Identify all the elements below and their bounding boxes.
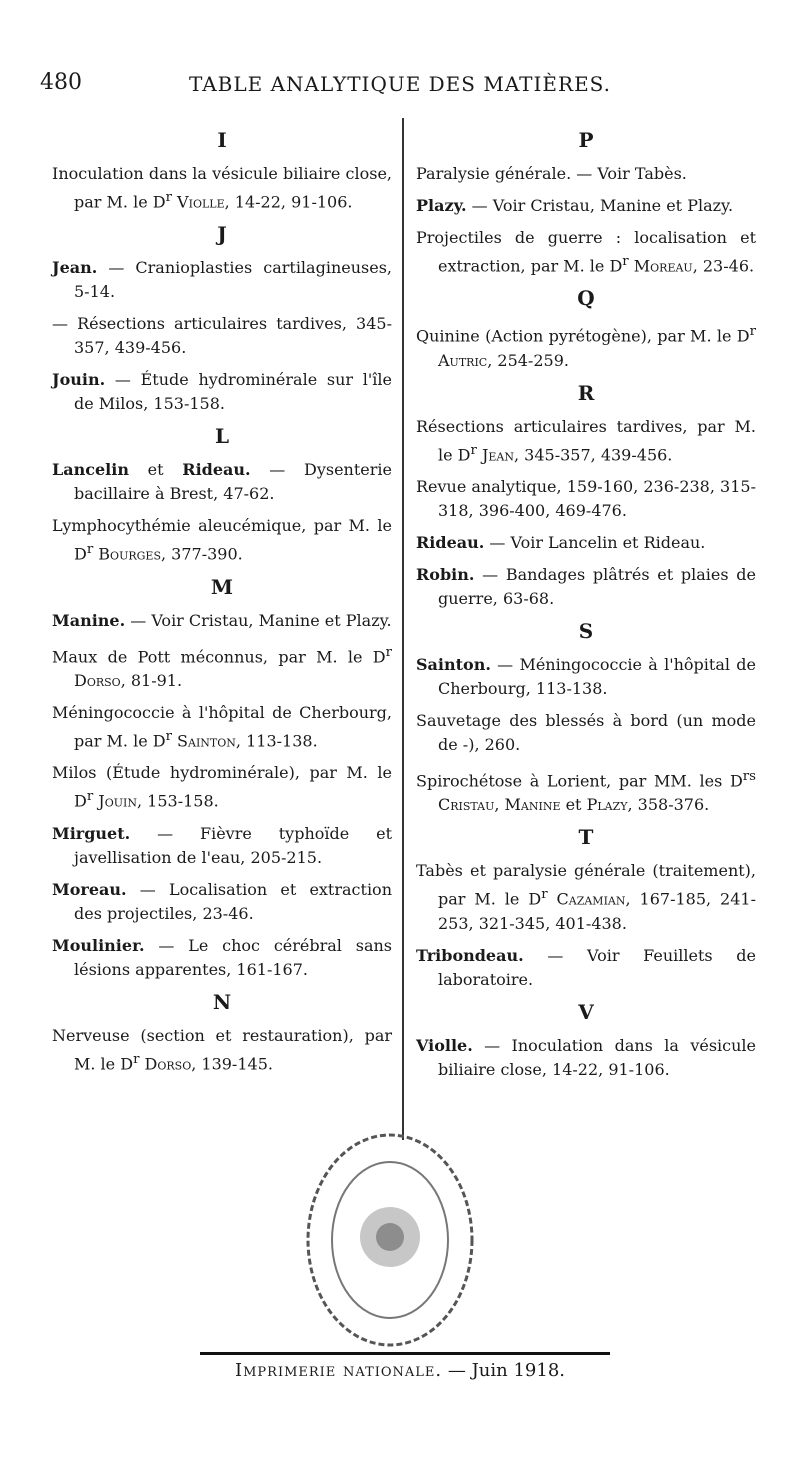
index-entry bbox=[416, 226, 756, 278]
entry-author: Dorso bbox=[144, 1053, 192, 1073]
entry-author: Cazamian bbox=[556, 889, 626, 909]
index-entry bbox=[52, 822, 392, 870]
entry-text: Quinine (Action pyrétogène), par M. le D bbox=[416, 326, 750, 346]
index-entry bbox=[52, 162, 392, 214]
entry-text: — Localisation et extraction des projectiles, 23-46. bbox=[74, 879, 392, 923]
entry-pages: , 358-376. bbox=[627, 795, 710, 815]
index-entry bbox=[416, 709, 756, 757]
entry-text: Résections articulaires tardives, par M. le D bbox=[416, 416, 756, 464]
entry-text: — Résections articulaires tardives, 345-357, 439-456. bbox=[52, 314, 392, 358]
entry-author: Plazy bbox=[586, 795, 628, 815]
entry-text: Projectiles de guerre : localisation et extraction, par M. le D bbox=[416, 228, 756, 276]
entry-author: Jean bbox=[481, 444, 514, 464]
entry-name: Tribondeau. bbox=[416, 945, 524, 965]
index-entry bbox=[416, 162, 756, 186]
section-letter: R bbox=[577, 380, 595, 405]
index-column-left bbox=[52, 128, 392, 1084]
entry-sup: r bbox=[86, 789, 94, 805]
index-entry bbox=[52, 609, 392, 633]
entry-text: Méningococcie à l'hôpital de Cherbourg, par M. le D bbox=[52, 702, 392, 751]
section-letter: L bbox=[214, 424, 230, 449]
printer-imprint bbox=[0, 1360, 800, 1381]
entry-author: Cristau bbox=[438, 795, 495, 815]
index-entry bbox=[416, 415, 756, 467]
entry-text: — Voir Lancelin et Rideau. bbox=[484, 532, 706, 552]
section-R bbox=[416, 381, 756, 611]
entry-text: Milos (Étude hydrominérale), par M. le D bbox=[52, 763, 392, 811]
entry-author: Bourges bbox=[98, 544, 161, 564]
entry-name: Manine. bbox=[52, 610, 126, 630]
entry-author: Autric bbox=[438, 350, 488, 370]
index-entry bbox=[52, 368, 392, 416]
entry-text: — Méningococcie à l'hôpital de Cherbourg, 113-138. bbox=[438, 654, 756, 698]
index-entry bbox=[416, 653, 756, 701]
entry-author: Dorso bbox=[74, 670, 121, 690]
entry-name: Rideau. bbox=[182, 460, 251, 480]
section-letter: V bbox=[578, 999, 594, 1024]
entry-text: — Voir Cristau, Manine et Plazy. bbox=[125, 610, 392, 630]
index-entry bbox=[416, 859, 756, 935]
entry-text: — Inoculation dans la vésicule biliaire close, 14-22, 91-106. bbox=[438, 1035, 756, 1079]
index-entry bbox=[416, 765, 756, 817]
entry-name: Moreau. bbox=[52, 879, 127, 899]
entry-text: — Voir Cristau, Manine et Plazy. bbox=[466, 196, 734, 215]
section-V bbox=[416, 1000, 756, 1082]
section-N bbox=[52, 990, 392, 1076]
entry-sup: r bbox=[385, 644, 392, 660]
index-entry bbox=[416, 1034, 756, 1082]
section-letter: J bbox=[217, 222, 227, 247]
section-letter: N bbox=[212, 989, 232, 1014]
section-letter: S bbox=[578, 618, 594, 643]
footer-rule bbox=[200, 1352, 610, 1355]
entry-author: Manine bbox=[504, 795, 561, 815]
entry-text: — Étude hydrominérale sur l'île de Milos, 153-158. bbox=[74, 370, 392, 414]
index-entry bbox=[52, 701, 392, 753]
entry-author: Jouin bbox=[98, 791, 137, 811]
entry-text: Tabès et paralysie générale (traitement), par M. le D bbox=[416, 861, 756, 909]
index-entry bbox=[52, 878, 392, 926]
section-J bbox=[52, 222, 392, 416]
entry-text: Paralysie générale. — Voir Tabès. bbox=[416, 164, 687, 183]
index-entry bbox=[416, 531, 756, 555]
entry-pages: , 139-145. bbox=[191, 1053, 273, 1073]
section-P bbox=[416, 128, 756, 278]
index-entry bbox=[52, 312, 392, 360]
entry-name: Jouin. bbox=[52, 370, 106, 390]
section-T bbox=[416, 825, 756, 991]
index-entry bbox=[52, 256, 392, 304]
entry-name: Violle. bbox=[416, 1035, 473, 1055]
entry-sup: r bbox=[749, 324, 756, 340]
index-entry bbox=[52, 458, 392, 506]
entry-pages: , 345-357, 439-456. bbox=[513, 444, 673, 464]
entry-pages: , 377-390. bbox=[160, 544, 243, 564]
entry-sup: rs bbox=[742, 768, 756, 784]
entry-text: Lymphocythémie aleucémique, par M. le D bbox=[52, 516, 392, 564]
entry-text: — Dysenterie bacillaire à Brest, 47-62. bbox=[74, 460, 392, 504]
entry-pages: , 113-138. bbox=[235, 731, 318, 751]
entry-pages: , 14-22, 91-106. bbox=[224, 192, 353, 212]
entry-sup: r bbox=[541, 887, 548, 903]
index-entry bbox=[52, 641, 392, 693]
index-entry bbox=[416, 194, 756, 218]
section-letter: T bbox=[578, 825, 594, 850]
entry-text: — Bandages plâtrés et plaies de guerre, 63-68. bbox=[438, 564, 756, 608]
entry-pages: , 153-158. bbox=[136, 791, 219, 811]
section-letter: Q bbox=[577, 286, 595, 311]
entry-sup: r bbox=[133, 1051, 140, 1067]
section-Q bbox=[416, 286, 756, 372]
stamp-emblem-core bbox=[376, 1223, 404, 1251]
entry-name: Jean. bbox=[52, 258, 98, 278]
entry-separator: , bbox=[494, 795, 505, 815]
section-M bbox=[52, 575, 392, 982]
entry-sup: r bbox=[165, 190, 172, 205]
index-entry bbox=[52, 934, 392, 982]
entry-text: Revue analytique, 159-160, 236-238, 315-318, 396-400, 469-476. bbox=[416, 476, 756, 520]
entry-text: Sauvetage des blessés à bord (un mode de -), 260. bbox=[416, 710, 756, 754]
entry-text: — Cranioplasties cartilagineuses, 5-14. bbox=[74, 258, 392, 302]
entry-author: Sainton bbox=[177, 731, 236, 751]
section-letter: I bbox=[217, 128, 227, 152]
section-I bbox=[52, 128, 392, 214]
index-entry bbox=[416, 475, 756, 523]
entry-text: — Voir Feuillets de laboratoire. bbox=[438, 945, 756, 989]
column-divider bbox=[402, 118, 404, 1140]
section-L bbox=[52, 424, 392, 566]
index-entry bbox=[416, 563, 756, 611]
entry-name: Sainton. bbox=[416, 654, 491, 674]
entry-pages: , 23-46. bbox=[692, 256, 755, 276]
index-entry bbox=[52, 514, 392, 566]
entry-sup: r bbox=[622, 254, 629, 269]
index-entry bbox=[416, 320, 756, 372]
entry-sup: r bbox=[470, 442, 477, 458]
running-title: TABLE ANALYTIQUE DES MATIÈRES. bbox=[188, 72, 612, 96]
entry-sup: r bbox=[165, 728, 172, 744]
entry-conjunction: et bbox=[560, 795, 587, 815]
entry-conjunction: et bbox=[128, 460, 183, 480]
imprint-date: — Juin 1918. bbox=[442, 1360, 565, 1381]
entry-text: — Le choc cérébral sans lésions apparentes, 161-167. bbox=[74, 935, 392, 979]
index-entry bbox=[52, 761, 392, 813]
entry-name: Plazy. bbox=[416, 196, 467, 215]
index-column-right bbox=[416, 128, 756, 1090]
entry-text: Maux de Pott méconnus, par M. le D bbox=[52, 646, 386, 666]
entry-name: Mirguet. bbox=[52, 823, 131, 843]
entry-author: Moreau bbox=[633, 256, 693, 276]
entry-pages: , 167-185, 241-253, 321-345, 401-438. bbox=[438, 889, 756, 933]
index-entry bbox=[416, 944, 756, 992]
entry-pages: , 81-91. bbox=[120, 670, 183, 690]
section-S bbox=[416, 619, 756, 817]
entry-text: Spirochétose à Lorient, par MM. les D bbox=[416, 771, 743, 791]
entry-text: Nerveuse (section et restauration), par M. le D bbox=[52, 1025, 392, 1073]
entry-author: Violle bbox=[177, 192, 225, 212]
entry-name: Robin. bbox=[416, 564, 475, 584]
library-stamp bbox=[300, 1125, 480, 1355]
index-entry bbox=[52, 1024, 392, 1076]
imprint-printer: Imprimerie nationale. bbox=[234, 1360, 443, 1381]
entry-pages: , 254-259. bbox=[487, 350, 569, 370]
entry-name: Rideau. bbox=[416, 532, 485, 552]
entry-sup: r bbox=[86, 542, 94, 558]
entry-name: Moulinier. bbox=[52, 935, 145, 955]
section-letter: M bbox=[210, 574, 234, 599]
section-letter: P bbox=[578, 128, 594, 152]
entry-text: Inoculation dans la vésicule biliaire close, par M. le D bbox=[52, 164, 392, 212]
page-number: 480 bbox=[40, 70, 82, 95]
entry-name: Lancelin bbox=[52, 460, 129, 480]
entry-text: — Fièvre typhoïde et javellisation de l'eau, 205-215. bbox=[74, 823, 392, 867]
